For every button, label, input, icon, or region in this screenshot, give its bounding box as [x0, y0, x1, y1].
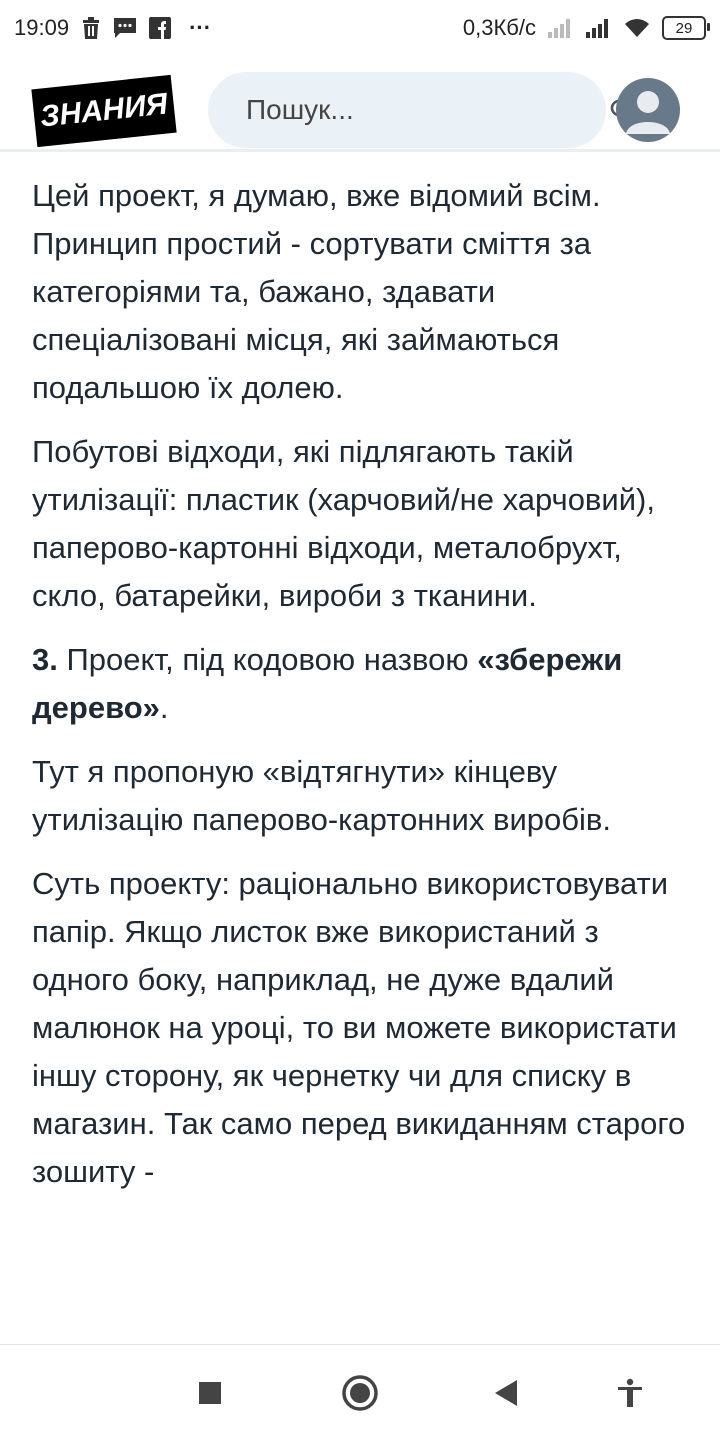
navigation-bar [0, 1344, 720, 1441]
recents-square-icon[interactable] [190, 1373, 230, 1413]
signal-icon [548, 18, 574, 38]
paragraph: Суть проекту: раціонально використовувати папір. Якщо листок вже використаний з одного боку, наприклад, не дуже вдалий малюнок на уроці, то ви можете використати іншу сторону, як чернетку чи для списку в магазин. Так само перед викиданням старого зошиту - [32, 866, 686, 1189]
paragraph-text: . [159, 690, 169, 725]
wifi-icon [624, 18, 650, 38]
article-content [32, 172, 692, 1212]
paragraph-project-3 [32, 636, 692, 732]
back-triangle-icon[interactable] [486, 1373, 526, 1413]
status-bar [0, 0, 720, 56]
project-name: «збережи дерево» [32, 642, 623, 725]
paragraph: Цей проект, я думаю, вже відомий всім. Принцип простий - сортувати сміття за категоріями та, бажано, здавати спеціалізовані місця, які займаються подальшою їх долею. [32, 178, 601, 405]
avatar[interactable] [616, 78, 680, 142]
project-number: 3. [32, 642, 58, 677]
battery-level: 29 [675, 19, 693, 37]
message-icon [113, 17, 137, 39]
app-header [0, 56, 720, 152]
paragraph-text: Проект, під кодовою назвою [57, 642, 478, 677]
home-circle-icon[interactable] [338, 1371, 382, 1415]
search-input[interactable] [244, 93, 609, 127]
trash-icon [81, 17, 101, 39]
paragraph: Побутові відходи, які підлягають такій утилізації: пластик (харчовий/не харчовий), паперово-картонні відходи, металобрухт, скло, батарейки, вироби з тканини. [32, 434, 655, 613]
accessibility-icon[interactable] [610, 1373, 650, 1413]
signal-icon-2 [586, 18, 612, 38]
status-more-dots: ··· [189, 15, 212, 40]
network-speed: 0,3Кб/с [462, 15, 536, 40]
logo-text: ЗНАНИЯ [38, 87, 170, 134]
battery-icon [662, 16, 706, 40]
search-bar[interactable] [208, 72, 606, 148]
facebook-icon [149, 17, 171, 39]
status-time: 19:09 [14, 15, 70, 40]
paragraph: Тут я пропоную «відтягнути» кінцеву утилізацію паперово-картонних виробів. [32, 754, 611, 837]
znaniya-logo[interactable] [31, 75, 176, 147]
